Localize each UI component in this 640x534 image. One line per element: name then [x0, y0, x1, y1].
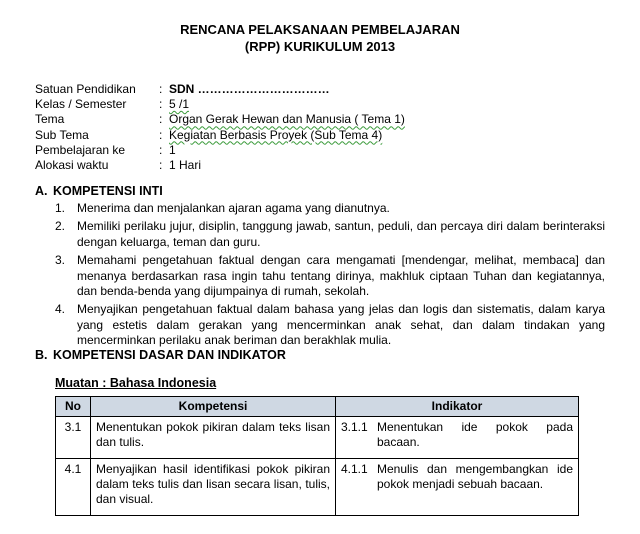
identity-row-tema	[35, 112, 405, 127]
identity-sep: :	[159, 112, 163, 127]
list-text: Memahami pengetahuan faktual dengan cara mengamati [mendengar, melihat, membaca] dan menanya berdasarkan rasa ingin tahu tentang dirinya, makhluk ciptaan Tuhan dan kegiatannya, dan benda-benda yang dijumpainya di rumah, sekolah.	[77, 253, 605, 299]
identity-value: SDN ……………………………	[169, 82, 330, 96]
identity-sep: :	[159, 127, 163, 142]
cell-kompetensi: Menentukan pokok pikiran dalam teks lisan dan tulis.	[91, 417, 336, 459]
list-number: 2.	[55, 219, 66, 234]
column-header-kompetensi: Kompetensi	[91, 397, 336, 417]
list-number: 1.	[55, 201, 66, 215]
indikator-text: Menulis dan mengembangkan ide pokok menjadi sebuah bacaan.	[377, 462, 573, 491]
list-text: Menyajikan pengetahuan faktual dalam bahasa yang jelas dan logis dan sistematis, dalam karya yang estetis dalam gerakan yang mencerminkan anak sehat, dan dalam tindakan yang mencerminkan perilaku anak beriman dan berakhlak mulia.	[77, 302, 605, 348]
section-letter: B.	[35, 348, 48, 362]
list-text: Menerima dan menjalankan ajaran agama yang dianutnya.	[77, 201, 390, 215]
doc-title-line2: (RPP) KURIKULUM 2013	[244, 39, 396, 54]
cell-no: 4.1	[56, 459, 91, 516]
list-item	[55, 253, 605, 299]
identity-row-pembelajaran	[35, 143, 405, 158]
cell-indikator	[336, 459, 579, 516]
list-item	[55, 302, 605, 348]
list-number: 4.	[55, 302, 66, 317]
kompetensi-inti-list	[55, 201, 605, 352]
identity-sep: :	[159, 97, 163, 112]
identity-row-satuan	[35, 82, 405, 97]
identity-label: Sub Tema	[35, 127, 89, 142]
indikator-text: Menentukan ide pokok pada bacaan.	[377, 420, 573, 449]
table-row	[56, 417, 579, 459]
identity-row-subtema	[35, 128, 405, 143]
column-header-no: No	[56, 397, 91, 417]
identity-label: Alokasi waktu	[35, 158, 109, 173]
doc-title-line1: RENCANA PELAKSANAAN PEMBELAJARAN	[180, 22, 460, 37]
identity-value: Organ Gerak Hewan dan Manusia ( Tema 1)	[169, 112, 405, 127]
indikator-code: 3.1.1	[341, 420, 368, 434]
identity-label: Tema	[35, 112, 65, 127]
table-row	[56, 459, 579, 516]
identity-label: Kelas / Semester	[35, 97, 127, 112]
list-item	[55, 201, 605, 216]
cell-kompetensi: Menyajikan hasil identifikasi pokok pikiran dalam teks tulis dan lisan secara lisan, tulis, dan visual.	[91, 459, 336, 516]
identity-sep: :	[159, 142, 163, 157]
indikator-code: 4.1.1	[341, 462, 368, 476]
cell-no: 3.1	[56, 417, 91, 459]
identity-row-kelas	[35, 97, 405, 112]
identity-value: 1 Hari	[169, 158, 202, 173]
table-header-row	[56, 397, 579, 417]
kompetensi-dasar-table	[55, 396, 579, 516]
identity-row-alokasi	[35, 158, 405, 173]
identity-sep: :	[159, 158, 163, 173]
muatan-heading: Muatan : Bahasa Indonesia	[55, 376, 217, 390]
section-b-heading	[35, 348, 286, 362]
identity-label: Pembelajaran ke	[35, 142, 126, 157]
cell-indikator	[336, 417, 579, 459]
list-item	[55, 219, 605, 250]
identity-sep: :	[159, 82, 163, 96]
section-a-heading	[35, 184, 163, 198]
section-title: KOMPETENSI DASAR DAN INDIKATOR	[53, 348, 286, 362]
identity-block	[35, 82, 405, 173]
list-text: Memiliki perilaku jujur, disiplin, tanggung jawab, santun, peduli, dan percaya diri dalam berinteraksi dengan keluarga, teman dan guru.	[77, 219, 605, 249]
column-header-indikator: Indikator	[336, 397, 579, 417]
identity-value: 1	[169, 142, 176, 157]
identity-value: 5 /1	[169, 97, 190, 112]
section-title: KOMPETENSI INTI	[53, 184, 163, 198]
section-letter: A.	[35, 184, 48, 198]
identity-label: Satuan Pendidikan	[35, 82, 136, 96]
identity-value: Kegiatan Berbasis Proyek (Sub Tema 4)	[169, 127, 383, 142]
list-number: 3.	[55, 253, 66, 268]
